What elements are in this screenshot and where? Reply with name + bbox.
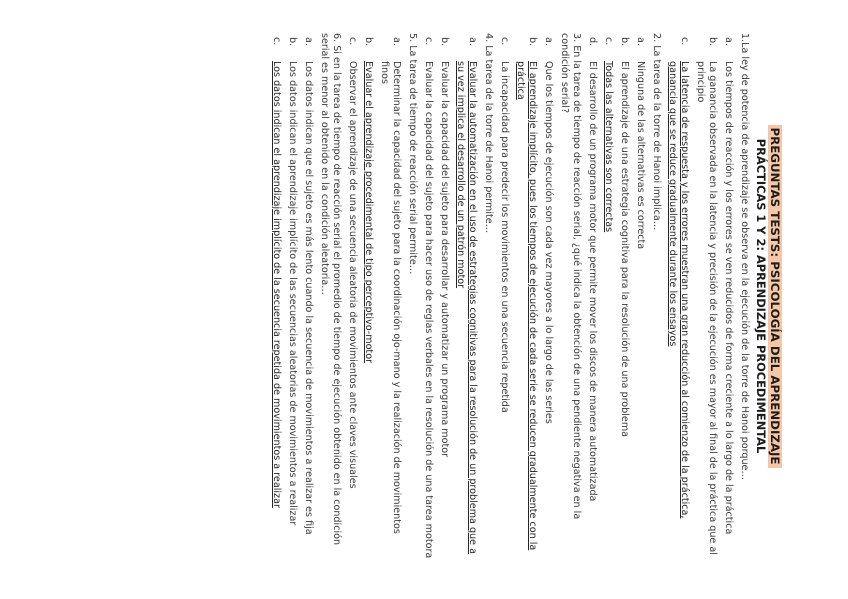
answer-option bbox=[302, 33, 314, 559]
option-text: El desarrollo de un programa motor que permite mover los discos de manera automatizada bbox=[587, 61, 598, 502]
option-text: El aprendizaje de una estrategia cognitiva para la resolución de una problema bbox=[619, 61, 630, 438]
option-text: Evaluar la automatización en el uso de estrategias cognitivas para la resolución de un problema que a su vez implica el desarrollo de un patrón motor bbox=[455, 61, 478, 554]
answer-option bbox=[722, 33, 734, 559]
answer-option bbox=[634, 33, 646, 559]
answer-option-correct bbox=[454, 33, 478, 559]
option-text: Que los tiempos de ejecución son cada vez mayores a lo largo de las series bbox=[543, 61, 554, 424]
answer-option bbox=[422, 33, 434, 559]
answer-option bbox=[498, 33, 510, 559]
answer-option-correct bbox=[270, 33, 282, 559]
option-text: La ganancia observada en la latencia y precisión de la ejecución es mayor al final de la práctica que al principio bbox=[695, 61, 718, 555]
option-letter: b. bbox=[527, 37, 538, 47]
question-4 bbox=[422, 33, 494, 559]
question-stem: 2. La tarea de la torre de Hanoi implica… bbox=[651, 33, 662, 231]
option-list bbox=[666, 33, 734, 559]
option-letter: a. bbox=[543, 37, 554, 46]
answer-option bbox=[542, 33, 554, 559]
option-letter: a. bbox=[635, 37, 646, 46]
option-letter: b. bbox=[439, 37, 450, 47]
option-list bbox=[498, 33, 554, 559]
question-stem: 1.La ley de potencia de aprendizaje se observa en la ejecución de la torre de Hanoi porque… bbox=[739, 33, 750, 481]
question-1 bbox=[666, 33, 750, 559]
option-letter: c. bbox=[603, 37, 614, 46]
answer-option-correct bbox=[602, 33, 614, 559]
option-letter: b. bbox=[707, 37, 718, 47]
option-text: Los datos indican el aprendizaje implícito de las secuencias aleatorias de movimientos a realizar bbox=[287, 61, 298, 526]
question-5 bbox=[346, 33, 418, 559]
answer-option bbox=[694, 33, 718, 559]
option-text: La incapacidad para predecir los movimientos en una secuencia repetida bbox=[499, 61, 510, 413]
option-text: Los datos indican el aprendizaje implícito de la secuencia repetida de movimientos a realizar bbox=[271, 61, 282, 508]
option-text: La latencia de respuesta y los errores muestran una gran reducción al comienzo de la práctica, ganancia que se reduce gradualmente durante los ensayos bbox=[667, 61, 690, 519]
option-list bbox=[586, 33, 646, 559]
option-letter: a. bbox=[723, 37, 734, 46]
answer-option-correct bbox=[666, 33, 690, 559]
option-letter: a. bbox=[391, 37, 402, 46]
question-stem: 4. La tarea de la torre de Hanoi permite… bbox=[483, 33, 494, 234]
question-stem: 6. Si en la tarea de tiempo de reacción serial el promedio de tiempo de ejecución obtenido en la condición serial es menor al obtenido en la condición aleatoria… bbox=[319, 33, 342, 546]
question-stem: 5. La tarea de tiempo de reacción serial permite… bbox=[407, 33, 418, 275]
option-letter: b. bbox=[287, 37, 298, 47]
answer-option bbox=[618, 33, 630, 559]
option-text: Evaluar el aprendizaje procedimental de tipo perceptivo-motor bbox=[363, 61, 374, 364]
answer-option bbox=[438, 33, 450, 559]
option-list bbox=[270, 33, 314, 559]
question-3 bbox=[498, 33, 582, 559]
option-text: Evaluar la capacidad del sujeto para desarrollar y automatizar un programa motor bbox=[439, 61, 450, 458]
option-letter: c. bbox=[679, 37, 690, 46]
option-letter: c. bbox=[423, 37, 434, 46]
title-wrap bbox=[767, 33, 782, 559]
option-letter: c. bbox=[347, 37, 358, 46]
option-text: Observar el aprendizaje de una secuencia aleatoria de movimientos ante claves visuales bbox=[347, 61, 358, 489]
option-letter: b. bbox=[619, 37, 630, 47]
answer-option-correct bbox=[362, 33, 374, 559]
option-text: Los datos indican que el sujeto es más lento cuando la secuencia de movimientos a realizar es fija bbox=[303, 61, 314, 535]
question-2 bbox=[586, 33, 662, 559]
question-6 bbox=[270, 33, 342, 559]
option-letter: c. bbox=[499, 37, 510, 46]
option-letter: d. bbox=[587, 37, 598, 47]
answer-option bbox=[286, 33, 298, 559]
answer-option-correct bbox=[514, 33, 538, 559]
question-stem: 3. En la tarea de tiempo de reacción serial, ¿qué indica la obtención de una pendiente negativa en la condición serial? bbox=[559, 33, 582, 520]
document-subtitle: PRÁCTICAS 1 Y 2: APRENDIZAJE PROCEDIMENTAL bbox=[754, 138, 768, 454]
option-text: Todas las alternativas son correctas bbox=[603, 61, 614, 233]
option-letter: c. bbox=[271, 37, 282, 46]
answer-option bbox=[586, 33, 598, 559]
answer-option bbox=[346, 33, 358, 559]
answer-option bbox=[378, 33, 402, 559]
option-text: Los tiempos de reacción y los errores se ven reducidos de forma creciente a lo largo de la práctica bbox=[723, 61, 734, 535]
option-letter: a. bbox=[303, 37, 314, 46]
option-text: Determinar la capacidad del sujeto para la coordinación ojo-mano y la realización de movimientos finos bbox=[379, 61, 402, 534]
question-list bbox=[270, 33, 750, 559]
option-text: Evaluar la capacidad del sujeto para hacer uso de reglas verbales en la resolución de una tarea motora bbox=[423, 61, 434, 559]
option-letter: a. bbox=[467, 37, 478, 46]
option-text: Ninguna de las alternativas es correcta bbox=[635, 61, 646, 250]
option-text: El aprendizaje implícito, pues los tiempos de ejecución de cada serie se reducen gradualmente con la práctica bbox=[515, 61, 538, 551]
document-title: PREGUNTAS TESTS: PSICOLOGÍA DEL APRENDIZAJE bbox=[768, 125, 782, 468]
option-list bbox=[422, 33, 478, 559]
option-letter: b. bbox=[363, 37, 374, 47]
option-list bbox=[346, 33, 402, 559]
